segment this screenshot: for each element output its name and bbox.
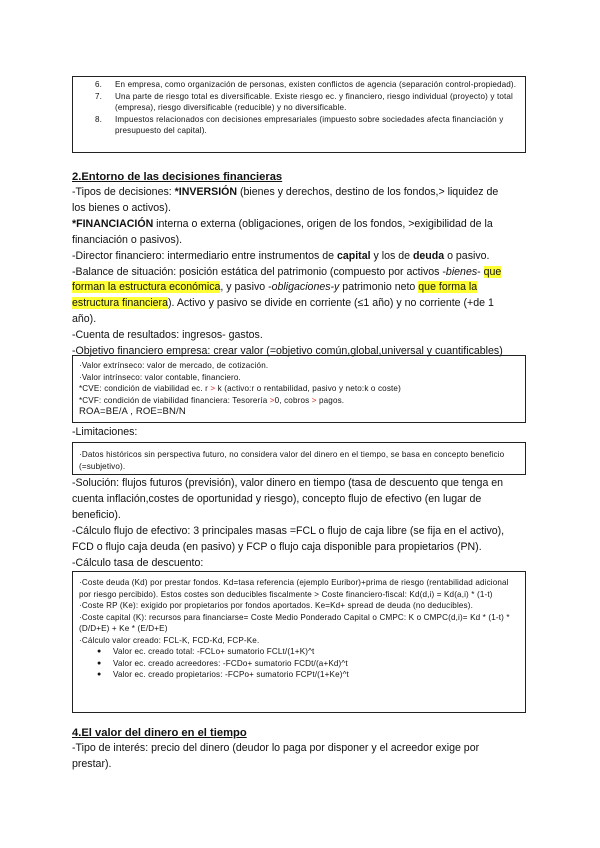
section-4-body: -Tipo de interés: precio del dinero (deudor lo paga por disponer y el acreedor exige por prestar). <box>72 742 480 770</box>
solucion-block: -Solución: flujos futuros (previsión), valor dinero en tiempo (tasa de descuento que tenga en cuenta inflación,costes de oportunidad y riesgo), concepto flujo de efectivo (en lugar de beneficio). -Cálculo flujo de efectivo: 3 principales masas =FCL o flujo de caja libre (se fija en el activo), FCD o flujo caja deuda (en pasivo) y FCP o flujo caja disponible para propietarios (PN). -Cálculo tasa de descuento: <box>72 477 505 569</box>
list-item: 6. En empresa, como organización de personas, existen conflictos de agencia (separación control-propiedad). <box>95 80 517 89</box>
list-item: ● Valor ec. creado propietarios: -FCPo+ sumatorio FCPt/(1+Ke)^t <box>95 669 519 681</box>
limitaciones-box: ·Datos históricos sin perspectiva futuro, no considera valor del dinero en el tiempo, se basa en concepto beneficio (=subjetivo). <box>72 442 526 475</box>
list-item: 7. Una parte de riesgo total es diversificable. Existe riesgo ec. y financiero, riesgo individual (proyecto) y total (empresa), riesgo diversificable (reducible) y no diversificable. <box>95 91 513 112</box>
tipos-line: -Tipos de decisiones: *INVERSIÓN (bienes y derechos, destino de los fondos,> liquidez de <box>72 186 499 198</box>
cuenta-line: -Cuenta de resultados: ingresos- gastos. <box>72 329 263 342</box>
director-line: -Director financiero: intermediario entre instrumentos de capital y los de deuda o pasivo. <box>72 249 490 262</box>
section-2-body: -Tipos de decisiones: *INVERSIÓN (bienes y derechos, destino de los fondos,> liquidez de los bienes o activos). *FINANCIACIÓN interna o externa (obligaciones, origen de los fondos, >exigibilidad de la financiación o pasivos). -Director financiero: intermediario entre instrumentos de capital y los de deuda o pasivo. -Balance de situación: posición estática del patrimonio (compuesto por activos -bienes- que forman la estructura económica, y pasivo -obligaciones-y patrimonio neto que forma la estructura financiera). Activo y pasivo se divide en corriente (≤1 año) y no corriente (+de 1 año). -Cuenta de resultados: ingresos- gastos. -Objetivo financiero empresa: crear valor (=objetivo común,global,universal y cuantificables) <box>72 185 532 360</box>
list-item: ● Valor ec. creado total: -FCLo+ sumatorio FCLt/(1+K)^t <box>95 646 519 658</box>
list-item: 8. Impuestos relacionados con decisiones empresariales (impuesto sobre sociedades afecta financiación y presupuesto del capital). <box>95 114 504 135</box>
section-2-title: 2.Entorno de las decisiones financieras <box>72 171 283 183</box>
valor-box: ·Valor extrínseco: valor de mercado, de cotización. ·Valor intrínseco: valor contable, financiero. *CVE: condición de viabilidad ec. r > k (activo:r o rentabilidad, pasivo y neto:k o coste) *CVF: condición de viabilidad financiera: Tesorería >0, cobros > pagos. ROA=BE/A , ROE=BN/N <box>72 355 526 423</box>
coste-box: ·Coste deuda (Kd) por prestar fondos. Kd=tasa referencia (ejemplo Euribor)+prima de riesgo (rentabilidad adicional por riesgo percibido). Estos costes son deducibles fiscalmente > Coste financiero-fiscal: Kd(d,i) = Kd(a,i) * (1-t) ·Coste RP (Ke): exigido por propietarios por fondos aportados. Ke=Kd+ spread de deuda (no deducibles). ·Coste capital (K): recursos para financiarse= Coste Medio Ponderado Capital o CMPC: K o CMPC(d,i)= Kd * (1-t) * (D/D+E) + Ke * (E/D+E) ·Cálculo valor creado: FCL-K, FCD-Kd, FCP-Ke. ● Valor ec. creado total: -FCLo+ sumatorio FCLt/(1+K)^t ● Valor ec. creado acreedores: -FCDo+ sumatorio FCDt/(a+Kd)^t ● Valor ec. creado propietarios: -FCPo+ sumatorio FCPt/(1+Ke)^t <box>72 571 526 713</box>
list-item: ● Valor ec. creado acreedores: -FCDo+ sumatorio FCDt/(a+Kd)^t <box>95 658 519 670</box>
objetivo-line: -Objetivo financiero empresa: crear valor (=objetivo común,global,universal y cuantificables) <box>72 345 503 358</box>
valor-creado-list <box>79 646 519 681</box>
financiacion-line: *FINANCIACIÓN interna o externa (obligaciones, origen de los fondos, >exigibilidad de la <box>72 217 493 230</box>
top-list-box <box>72 76 526 153</box>
limitaciones-label: -Limitaciones: <box>72 426 138 438</box>
principles-list <box>73 77 525 140</box>
section-4-title: 4.El valor del dinero en el tiempo <box>72 727 247 739</box>
balance-line: -Balance de situación: posición estática del patrimonio (compuesto por activos -bienes- que <box>72 265 502 278</box>
